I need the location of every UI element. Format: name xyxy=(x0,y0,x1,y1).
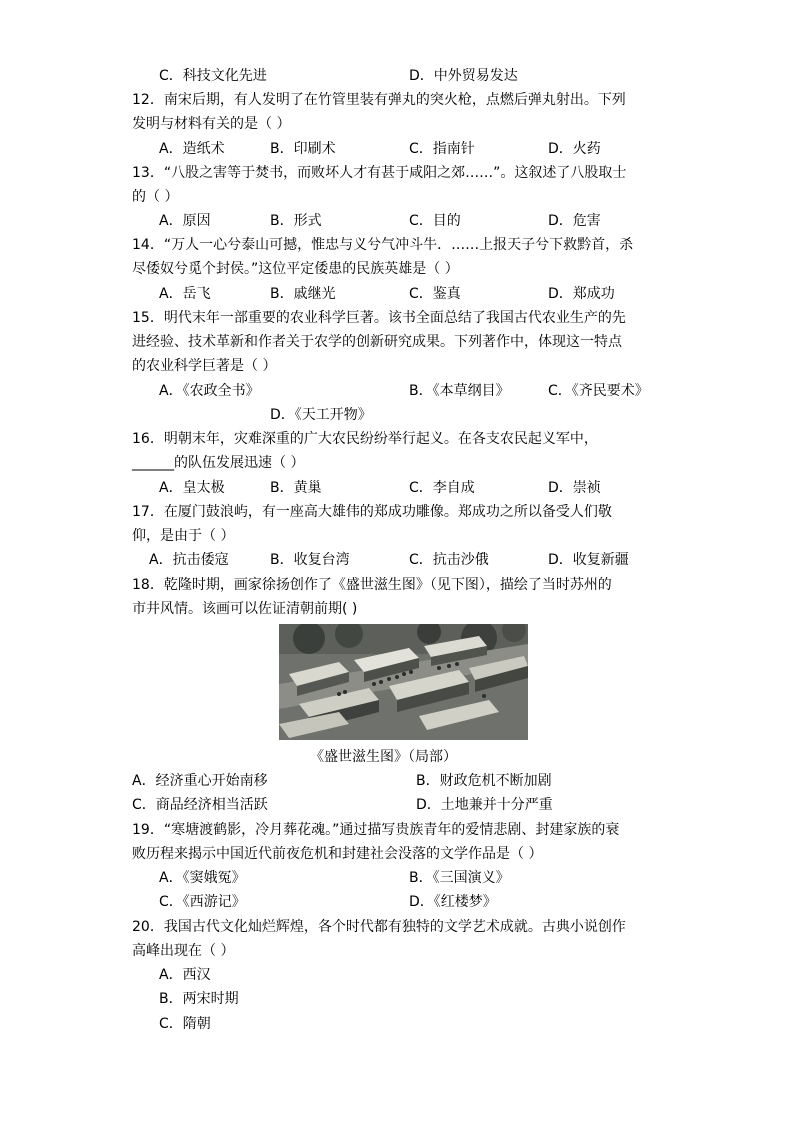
q17-option-c: C．抗击沙俄 xyxy=(409,552,489,568)
q12-option-d: D．火药 xyxy=(548,141,601,157)
q12-stem-line-1: 12．南宋后期，有人发明了在竹管里装有弹丸的突火枪，点燃后弹丸射出。下列 xyxy=(132,92,626,108)
q19-option-d: D．《红楼梦》 xyxy=(409,894,497,910)
q17-option-d: D．收复新疆 xyxy=(548,552,629,568)
q13-stem-line-2: 的（ ） xyxy=(132,189,179,205)
q16-option-c: C．李自成 xyxy=(409,480,475,496)
q20-stem-line-1: 20．我国古代文化灿烂辉煌，各个时代都有独特的文学艺术成就。古典小说创作 xyxy=(132,919,626,935)
q12-stem-line-2: 发明与材料有关的是（ ） xyxy=(132,116,291,132)
q14-option-d: D．郑成功 xyxy=(548,286,615,302)
q18-option-b: B．财政危机不断加剧 xyxy=(416,773,552,789)
q18-stem-line-1: 18．乾隆时期，画家徐扬创作了《盛世滋生图》（见下图），描绘了当时苏州的 xyxy=(132,577,612,593)
q16-option-d: D．崇祯 xyxy=(548,480,601,496)
q17-stem-line-2: 仰，是由于（ ） xyxy=(132,528,235,544)
q16-stem-line-1: 16．明朝末年，灾难深重的广大农民纷纷举行起义。在各支农民起义军中， xyxy=(132,431,598,447)
q15-option-c: C．《齐民要术》 xyxy=(548,383,649,399)
q15-stem-line-3: 的农业科学巨著是（ ） xyxy=(132,358,277,374)
q17-option-a: A．抗击倭寇 xyxy=(149,552,229,568)
q16-option-a: A．皇太极 xyxy=(159,480,225,496)
q18-option-c: C．商品经济相当活跃 xyxy=(132,797,268,813)
figure-caption: 《盛世滋生图》（局部） xyxy=(310,749,457,765)
q17-option-b: B．收复台湾 xyxy=(270,552,350,568)
q13-stem-line-1: 13．“八股之害等于焚书，而败坏人才有甚于咸阳之郊……”。这叙述了八股取士 xyxy=(132,165,627,181)
q14-option-b: B．戚继光 xyxy=(270,286,336,302)
q19-stem-line-2: 败历程来揭示中国近代前夜危机和封建社会没落的文学作品是（ ） xyxy=(132,846,543,862)
q14-stem-line-1: 14．“万人一心兮泰山可撼，惟忠与义兮气冲斗牛．……上报天子兮下救黔首，杀 xyxy=(132,237,634,253)
q15-option-b: B．《本草纲目》 xyxy=(409,383,510,399)
q15-option-d: D．《天工开物》 xyxy=(270,407,372,423)
q13-option-d: D．危害 xyxy=(548,213,601,229)
q15-stem-line-2: 进经验、技术革新和作者关于农学的创新研究成果。下列著作中，体现这一特点 xyxy=(132,334,622,350)
q20-stem-line-2: 高峰出现在（ ） xyxy=(132,943,235,959)
q17-stem-line-1: 17．在厦门鼓浪屿，有一座高大雄伟的郑成功雕像。郑成功之所以备受人们敬 xyxy=(132,504,612,520)
q15-stem-line-1: 15．明代末年一部重要的农业科学巨著。该书全面总结了我国古代农业生产的先 xyxy=(132,310,626,326)
q18-stem-line-2: 市井风情。该画可以佐证清朝前期( ) xyxy=(132,601,358,617)
q12-option-b: B．印刷术 xyxy=(270,141,336,157)
q13-option-c: C．目的 xyxy=(409,213,461,229)
q18-option-d: D．土地兼并十分严重 xyxy=(416,797,553,813)
painting-illustration xyxy=(279,624,528,740)
q11-option-c: C．科技文化先进 xyxy=(159,68,267,84)
q13-option-a: A．原因 xyxy=(159,213,211,229)
q13-option-b: B．形式 xyxy=(270,213,322,229)
q20-option-b: B．两宋时期 xyxy=(159,991,239,1007)
q14-stem-line-2: 尽倭奴兮觅个封侯。”这位平定倭患的民族英雄是（ ） xyxy=(132,261,459,277)
q19-stem-line-1: 19．“寒塘渡鹤影，冷月葬花魂。”通过描写贵族青年的爱情悲剧、封建家族的衰 xyxy=(132,822,620,838)
q18-option-a: A．经济重心开始南移 xyxy=(132,773,268,789)
q16-option-b: B．黄巢 xyxy=(270,480,322,496)
q19-option-a: A．《窦娥冤》 xyxy=(159,870,246,886)
q12-option-c: C．指南针 xyxy=(409,141,475,157)
q14-option-a: A．岳飞 xyxy=(159,286,211,302)
q20-option-a: A．西汉 xyxy=(159,967,211,983)
q12-option-a: A．造纸术 xyxy=(159,141,225,157)
q14-option-c: C．鉴真 xyxy=(409,286,461,302)
q19-option-b: B．《三国演义》 xyxy=(409,870,510,886)
q15-option-a: A．《农政全书》 xyxy=(159,383,260,399)
q16-stem-line-2: ______的队伍发展迅速（ ） xyxy=(132,455,305,471)
q19-option-c: C．《西游记》 xyxy=(159,894,246,910)
q11-option-d: D．中外贸易发达 xyxy=(409,68,518,84)
q20-option-c: C．隋朝 xyxy=(159,1016,211,1032)
